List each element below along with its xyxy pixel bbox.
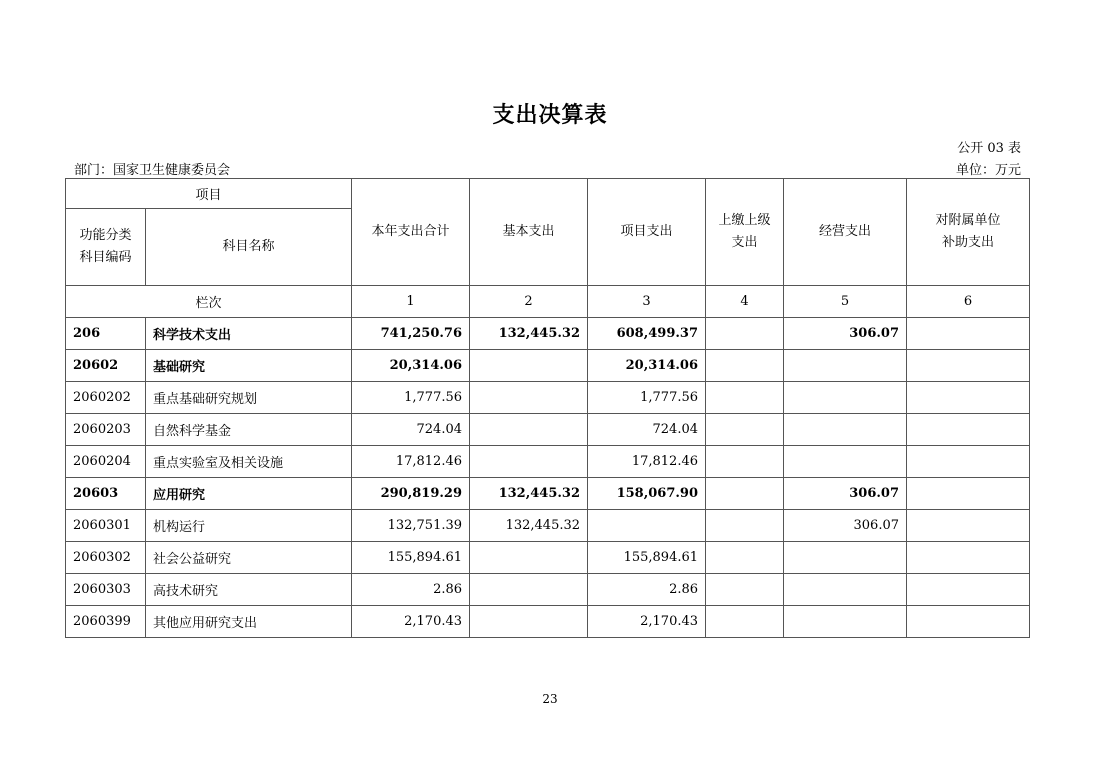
department-label: 部门：国家卫生健康委员会 <box>74 163 231 178</box>
cell-project <box>588 510 706 542</box>
cell-total: 724.04 <box>352 414 470 446</box>
cell-subsidy <box>907 318 1030 350</box>
header-subsidy-line2: 补助支出 <box>942 235 995 250</box>
cell-project: 20,314.06 <box>588 350 706 382</box>
table-row <box>66 542 1030 574</box>
cell-business <box>784 606 907 638</box>
header-remit-line2: 支出 <box>731 235 758 250</box>
cell-total: 2.86 <box>352 574 470 606</box>
cell-business <box>784 414 907 446</box>
header-func-code-line2: 科目编码 <box>79 250 132 265</box>
cell-project: 1,777.56 <box>588 382 706 414</box>
cell-basic <box>470 574 588 606</box>
cell-func-code: 2060202 <box>66 382 146 414</box>
cell-project: 2.86 <box>588 574 706 606</box>
column-number: 5 <box>784 286 907 318</box>
table-row <box>66 318 1030 350</box>
header-subsidy-line1: 对附属单位 <box>935 213 1001 228</box>
cell-subject-name: 应用研究 <box>146 478 352 510</box>
header-business: 经营支出 <box>784 179 907 286</box>
cell-func-code: 2060399 <box>66 606 146 638</box>
cell-business <box>784 382 907 414</box>
cell-func-code: 2060203 <box>66 414 146 446</box>
cell-remit <box>706 382 784 414</box>
column-number: 2 <box>470 286 588 318</box>
table-row <box>66 382 1030 414</box>
header-row-item <box>66 179 1030 209</box>
cell-basic <box>470 606 588 638</box>
cell-subject-name: 社会公益研究 <box>146 542 352 574</box>
cell-subject-name: 其他应用研究支出 <box>146 606 352 638</box>
cell-func-code: 2060302 <box>66 542 146 574</box>
cell-project: 724.04 <box>588 414 706 446</box>
cell-func-code: 2060303 <box>66 574 146 606</box>
cell-subsidy <box>907 574 1030 606</box>
cell-subsidy <box>907 510 1030 542</box>
page-number: 23 <box>542 692 558 706</box>
cell-subject-name: 科学技术支出 <box>146 318 352 350</box>
cell-remit <box>706 574 784 606</box>
cell-remit <box>706 478 784 510</box>
header-basic: 基本支出 <box>470 179 588 286</box>
cell-total: 132,751.39 <box>352 510 470 542</box>
unit-label: 单位：万元 <box>955 163 1021 178</box>
header-subsidy <box>907 179 1030 286</box>
table-row <box>66 606 1030 638</box>
column-number: 6 <box>907 286 1030 318</box>
column-index-row <box>66 286 1030 318</box>
cell-business <box>784 542 907 574</box>
cell-subject-name: 重点实验室及相关设施 <box>146 446 352 478</box>
header-project: 项目支出 <box>588 179 706 286</box>
cell-project: 2,170.43 <box>588 606 706 638</box>
cell-basic <box>470 542 588 574</box>
table-row <box>66 350 1030 382</box>
cell-project: 158,067.90 <box>588 478 706 510</box>
cell-basic <box>470 382 588 414</box>
header-remit <box>706 179 784 286</box>
cell-business <box>784 574 907 606</box>
cell-subject-name: 重点基础研究规划 <box>146 382 352 414</box>
cell-subsidy <box>907 542 1030 574</box>
cell-remit <box>706 350 784 382</box>
cell-subsidy <box>907 478 1030 510</box>
cell-remit <box>706 542 784 574</box>
cell-subject-name: 基础研究 <box>146 350 352 382</box>
cell-subsidy <box>907 606 1030 638</box>
cell-business <box>784 446 907 478</box>
cell-subject-name: 机构运行 <box>146 510 352 542</box>
cell-basic <box>470 446 588 478</box>
cell-total: 741,250.76 <box>352 318 470 350</box>
cell-basic: 132,445.32 <box>470 318 588 350</box>
cell-business: 306.07 <box>784 478 907 510</box>
cell-remit <box>706 446 784 478</box>
cell-total: 17,812.46 <box>352 446 470 478</box>
cell-func-code: 2060204 <box>66 446 146 478</box>
form-number: 公开 03 表 <box>957 141 1021 156</box>
cell-business: 306.07 <box>784 510 907 542</box>
cell-business: 306.07 <box>784 318 907 350</box>
column-number: 4 <box>706 286 784 318</box>
table-row <box>66 478 1030 510</box>
expenditure-table <box>65 178 1030 638</box>
cell-project: 17,812.46 <box>588 446 706 478</box>
cell-func-code: 20603 <box>66 478 146 510</box>
page-title: 支出决算表 <box>492 102 608 128</box>
table-row <box>66 446 1030 478</box>
cell-subsidy <box>907 350 1030 382</box>
table-row <box>66 574 1030 606</box>
cell-total: 20,314.06 <box>352 350 470 382</box>
cell-remit <box>706 606 784 638</box>
table-row <box>66 414 1030 446</box>
cell-basic: 132,445.32 <box>470 510 588 542</box>
cell-total: 155,894.61 <box>352 542 470 574</box>
column-index-label: 栏次 <box>66 286 352 318</box>
cell-project: 155,894.61 <box>588 542 706 574</box>
cell-total: 2,170.43 <box>352 606 470 638</box>
cell-total: 1,777.56 <box>352 382 470 414</box>
header-item: 项目 <box>66 179 352 209</box>
cell-subsidy <box>907 382 1030 414</box>
cell-basic <box>470 350 588 382</box>
cell-total: 290,819.29 <box>352 478 470 510</box>
cell-business <box>784 350 907 382</box>
header-func-code-line1: 功能分类 <box>79 228 132 243</box>
column-number: 3 <box>588 286 706 318</box>
cell-subsidy <box>907 414 1030 446</box>
table-row <box>66 510 1030 542</box>
cell-subject-name: 自然科学基金 <box>146 414 352 446</box>
cell-func-code: 2060301 <box>66 510 146 542</box>
cell-func-code: 20602 <box>66 350 146 382</box>
cell-remit <box>706 318 784 350</box>
header-func-code <box>66 209 146 286</box>
cell-basic: 132,445.32 <box>470 478 588 510</box>
cell-project: 608,499.37 <box>588 318 706 350</box>
cell-remit <box>706 510 784 542</box>
column-number: 1 <box>352 286 470 318</box>
header-total: 本年支出合计 <box>352 179 470 286</box>
header-remit-line1: 上缴上级 <box>718 213 771 228</box>
cell-remit <box>706 414 784 446</box>
cell-subsidy <box>907 446 1030 478</box>
cell-subject-name: 高技术研究 <box>146 574 352 606</box>
cell-func-code: 206 <box>66 318 146 350</box>
cell-basic <box>470 414 588 446</box>
header-subject-name: 科目名称 <box>146 209 352 286</box>
